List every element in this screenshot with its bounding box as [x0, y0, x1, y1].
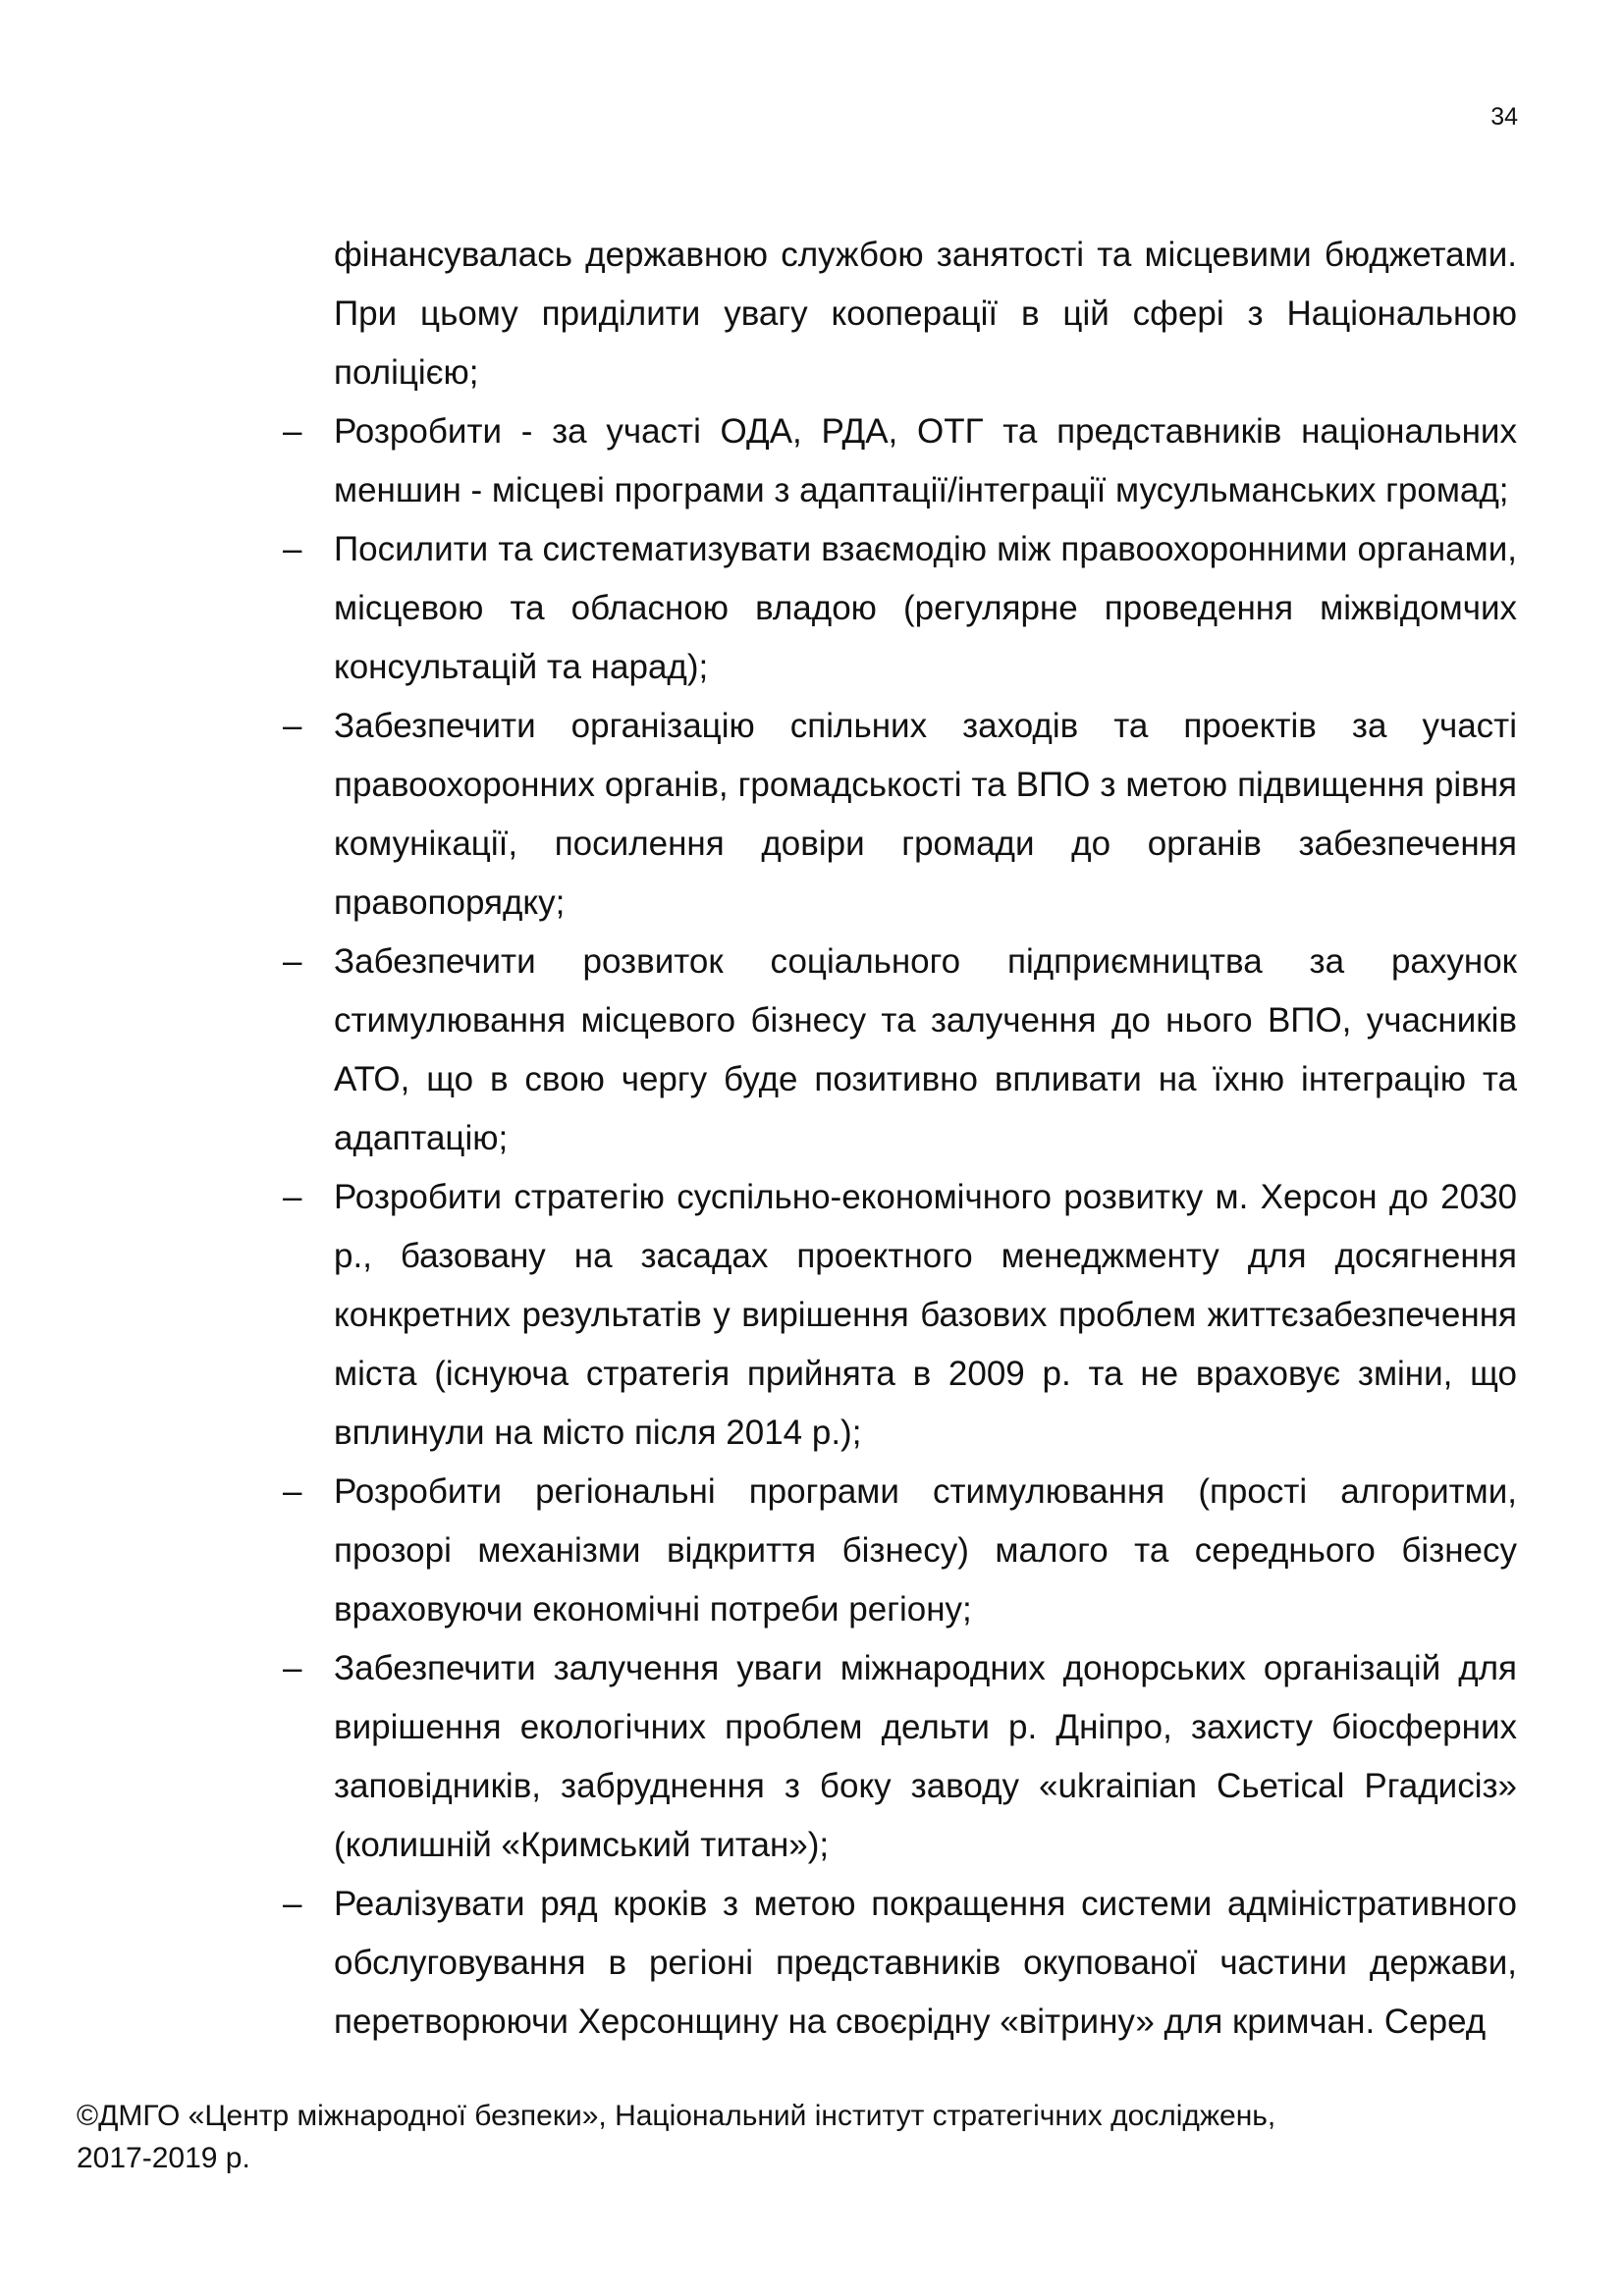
list-item-text: Розробити регіональні програми стимулювання (прості алгоритми, прозорі механізми відкриття бізнесу) малого та середнього бізнесу враховуючи економічні потреби регіону; [334, 1472, 1517, 1629]
page-body [283, 226, 1517, 2052]
dash-bullet: – [283, 1885, 302, 1923]
recommendation-list [283, 402, 1517, 2052]
dash-bullet: – [283, 707, 302, 745]
dash-bullet: – [283, 412, 302, 451]
list-item [283, 520, 1517, 697]
list-item-text: Розробити стратегію суспільно-економічного розвитку м. Херсон до 2030 р., базовану на засадах проектного менеджменту для досягнення конкретних результатів у вирішення базових проблем життєзабезпечення міста (існуюча стратегія прийнята в 2009 р. та не враховує зміни, що вплинули на місто після 2014 р.); [334, 1178, 1517, 1452]
dash-bullet: – [283, 530, 302, 568]
copyright-footer [77, 2095, 1530, 2179]
list-item [283, 1463, 1517, 1639]
list-item [283, 933, 1517, 1168]
list-item [283, 1639, 1517, 1875]
list-item [283, 1168, 1517, 1463]
page-number: 34 [1490, 103, 1518, 131]
footer-line: ©ДМГО «Центр міжнародної безпеки», Національний інститут стратегічних досліджень, [77, 2100, 1276, 2132]
footer-line: 2017-2019 р. [77, 2142, 250, 2174]
list-item [283, 697, 1517, 933]
list-item [283, 402, 1517, 520]
dash-bullet: – [283, 1472, 302, 1511]
list-item-text: Посилити та систематизувати взаємодію між правоохоронними органами, місцевою та обласною владою (регулярне проведення міжвідомчих консультацій та нарад); [334, 530, 1517, 686]
dash-bullet: – [283, 1178, 302, 1216]
list-item-text: Забезпечити розвиток соціального підприємництва за рахунок стимулювання місцевого бізнесу та залучення до нього ВПО, учасників АТО, що в свою чергу буде позитивно впливати на їхню інтеграцію та адаптацію; [334, 942, 1517, 1157]
list-item-text: Розробити - за участі ОДА, РДА, ОТГ та представників національних меншин - місцеві програми з адаптації/інтеграції мусульманських громад; [334, 412, 1517, 509]
list-item-text: Забезпечити організацію спільних заходів та проектів за участі правоохоронних органів, громадськості та ВПО з метою підвищення рівня комунікації, посилення довіри громади до органів забезпечення правопорядку; [334, 707, 1517, 922]
list-item-text: Реалізувати ряд кроків з метою покращення системи адміністративного обслуговування в регіоні представників окупованої частини держави, перетворюючи Херсонщину на своєрідну «вітрину» для кримчан. Серед [334, 1885, 1517, 2041]
dash-bullet: – [283, 1649, 302, 1687]
dash-bullet: – [283, 942, 302, 981]
continuation-paragraph: фінансувалась державною службою занятості та місцевими бюджетами. При цьому приділити увагу кооперації в цій сфері з Національною поліцією; [334, 236, 1517, 392]
list-item-text: Забезпечити залучення уваги міжнародних донорських організацій для вирішення екологічних проблем дельти р. Дніпро, захисту біосферних заповідників, забруднення з боку заводу «ukraiпian Сьетісаl Ргадисіз» (колишній «Кримський титан»); [334, 1649, 1517, 1864]
list-item [283, 1875, 1517, 2052]
